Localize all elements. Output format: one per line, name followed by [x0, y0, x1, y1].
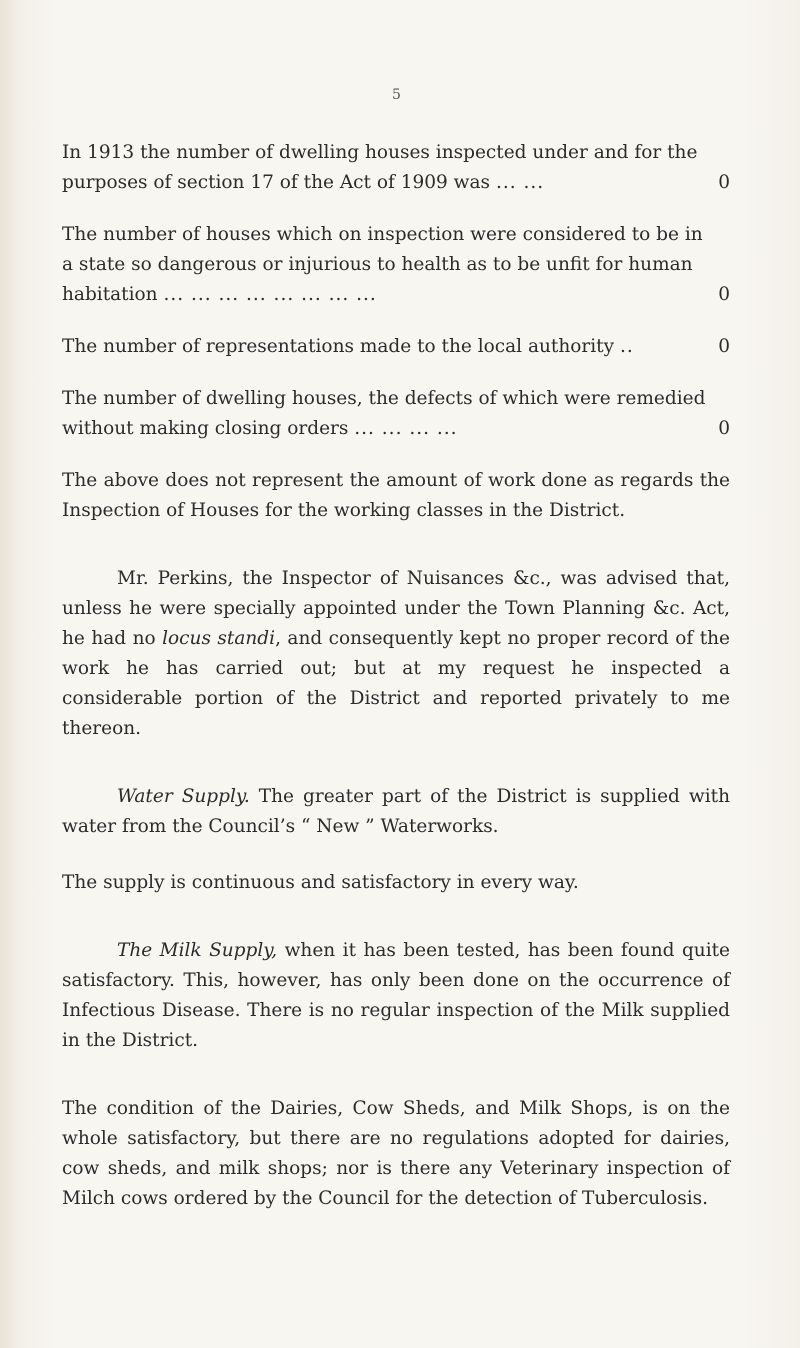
statistic-label: The number of houses which on inspection were considered to be in a state so dangerous or injurious to health as to be unfit for human habitation [62, 224, 703, 305]
statistic-row [62, 332, 730, 362]
milk-supply-heading: The Milk Supply, [117, 940, 278, 961]
statistic-row [62, 138, 730, 198]
dot-leader: ... ... ... ... ... ... ... ... [163, 284, 377, 305]
statistic-value: 0 [718, 418, 730, 439]
dot-leader: ... ... [495, 172, 545, 193]
inspector-text-end: , and consequently kept no proper record of the work he has carried out; but at my request he inspected a considerable portion of the District and reported privately to me thereon. [62, 628, 730, 739]
water-supply-heading: Water Supply. [117, 786, 250, 807]
water-supply-text: The greater part of the District is supplied with water from the Council’s “ New ” Waterworks. [62, 786, 731, 837]
inspector-paragraph [62, 564, 730, 744]
dot-leader: .. [619, 336, 634, 357]
dairies-paragraph: The condition of the Dairies, Cow Sheds, and Milk Shops, is on the whole satisfactory, but there are no regulations adopted for dairies, cow sheds, and milk shops; nor is there any Veterinary inspection of Milch cows ordered by the Council for the detection of Tuberculosis. [62, 1098, 730, 1209]
statistic-label: The number of dwelling houses, the defects of which were remedied without making closing orders [62, 388, 706, 439]
statistic-label: In 1913 the number of dwelling houses inspected under and for the purposes of section 17 of the Act of 1909 was [62, 142, 698, 193]
inspection-note-paragraph: The above does not represent the amount of work done as regards the Inspection of Houses for the working classes in the District. [62, 470, 730, 521]
inspector-text-start: Mr. Perkins, the Inspector of Nuisances &c., was advised that, unless he were specially appointed under the Town Planning &c. Act, he had no [62, 568, 730, 649]
supply-status-paragraph: The supply is continuous and satisfactory in every way. [62, 872, 579, 893]
water-supply-paragraph [62, 782, 730, 842]
milk-supply-text: when it has been tested, has been found quite satisfactory. This, however, has only been done on the occurrence of Infectious Disease. There is no regular inspection of the Milk supplied in the District. [62, 940, 731, 1051]
statistic-value: 0 [718, 336, 730, 357]
statistic-label: The number of representations made to the local authority [62, 336, 615, 357]
statistic-value: 0 [718, 172, 730, 193]
document-body [62, 138, 730, 1252]
statistic-row [62, 220, 730, 310]
dot-leader: ... ... ... ... [354, 418, 458, 439]
statistic-value: 0 [718, 284, 730, 305]
locus-standi-term: locus standi [162, 628, 276, 649]
milk-supply-paragraph [62, 936, 730, 1056]
page-number: 5 [392, 87, 401, 103]
statistic-row [62, 384, 730, 444]
